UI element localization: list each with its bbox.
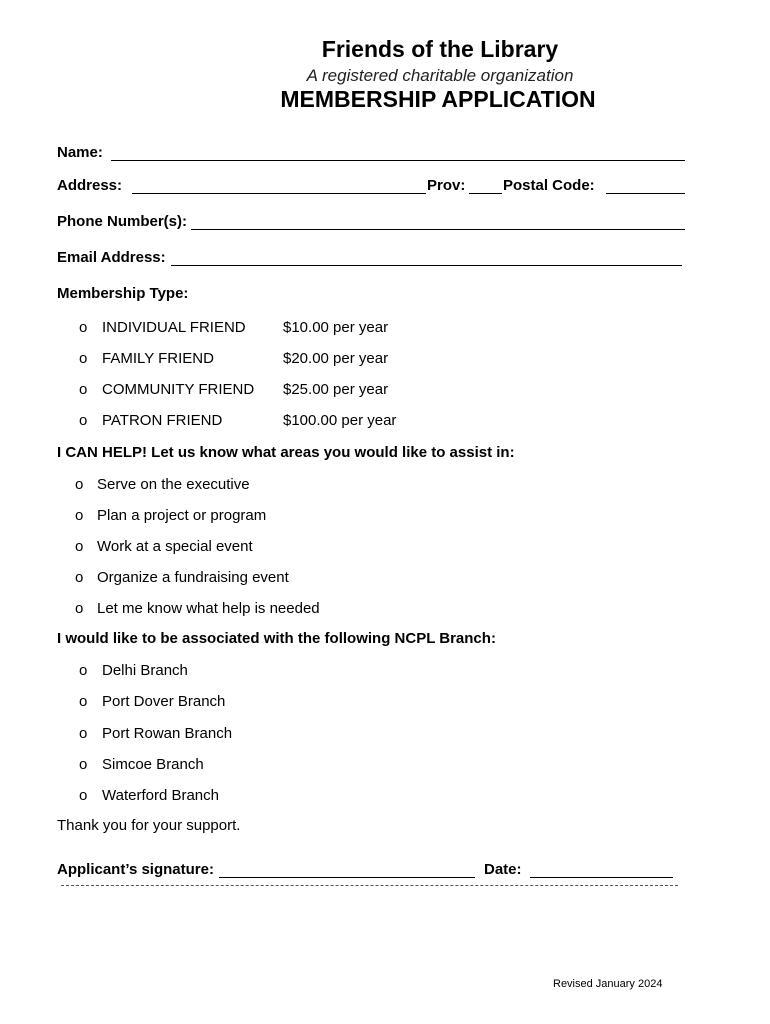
branch-option-label: Port Rowan Branch xyxy=(102,725,233,742)
org-title: Friends of the Library xyxy=(321,36,559,62)
branch-option-label: Port Dover Branch xyxy=(102,693,226,710)
phone-label: Phone Number(s): xyxy=(57,213,188,230)
checkbox-help-project[interactable]: o xyxy=(75,507,84,524)
prov-label: Prov: xyxy=(427,177,466,194)
signature-field[interactable] xyxy=(219,877,475,878)
signature-label: Applicant’s signature: xyxy=(57,861,214,878)
address-field[interactable] xyxy=(132,193,426,194)
membership-option-price: $10.00 per year xyxy=(283,319,389,336)
date-field[interactable] xyxy=(530,877,673,878)
name-label: Name: xyxy=(57,144,103,161)
help-option-label: Serve on the executive xyxy=(97,476,250,493)
org-subtitle: A registered charitable organization xyxy=(306,66,574,85)
postal-code-field[interactable] xyxy=(606,193,685,194)
checkbox-help-executive[interactable]: o xyxy=(75,476,84,493)
cut-line-divider xyxy=(61,885,678,886)
checkbox-help-special-event[interactable]: o xyxy=(75,538,84,555)
membership-type-label: Membership Type: xyxy=(57,285,189,302)
branch-option-label: Waterford Branch xyxy=(102,787,219,804)
membership-option-price: $25.00 per year xyxy=(283,381,389,398)
branch-section-label: I would like to be associated with the following NCPL Branch: xyxy=(57,630,496,647)
membership-option-name: FAMILY FRIEND xyxy=(102,350,214,367)
checkbox-community-friend[interactable]: o xyxy=(79,381,88,398)
name-field[interactable] xyxy=(111,160,685,161)
checkbox-patron-friend[interactable]: o xyxy=(79,412,88,429)
checkbox-help-fundraising[interactable]: o xyxy=(75,569,84,586)
form-heading: MEMBERSHIP APPLICATION xyxy=(280,86,596,112)
checkbox-help-other[interactable]: o xyxy=(75,600,84,617)
membership-option-name: INDIVIDUAL FRIEND xyxy=(102,319,246,336)
help-option-label: Plan a project or program xyxy=(97,507,267,524)
thank-you-note: Thank you for your support. xyxy=(57,817,241,834)
help-option-label: Work at a special event xyxy=(97,538,253,555)
email-label: Email Address: xyxy=(57,249,166,266)
help-option-label: Let me know what help is needed xyxy=(97,600,320,617)
checkbox-branch-delhi[interactable]: o xyxy=(79,662,88,679)
help-option-label: Organize a fundraising event xyxy=(97,569,289,586)
address-label: Address: xyxy=(57,177,123,194)
checkbox-family-friend[interactable]: o xyxy=(79,350,88,367)
checkbox-branch-port-dover[interactable]: o xyxy=(79,693,88,710)
prov-field[interactable] xyxy=(469,193,502,194)
checkbox-branch-port-rowan[interactable]: o xyxy=(79,725,88,742)
membership-option-price: $20.00 per year xyxy=(283,350,389,367)
branch-option-label: Delhi Branch xyxy=(102,662,188,679)
checkbox-branch-waterford[interactable]: o xyxy=(79,787,88,804)
date-label: Date: xyxy=(484,861,522,878)
email-field[interactable] xyxy=(171,265,682,266)
membership-option-name: COMMUNITY FRIEND xyxy=(102,381,255,398)
checkbox-individual-friend[interactable]: o xyxy=(79,319,88,336)
help-section-label: I CAN HELP! Let us know what areas you would like to assist in: xyxy=(57,444,515,461)
branch-option-label: Simcoe Branch xyxy=(102,756,204,773)
phone-field[interactable] xyxy=(191,229,685,230)
postal-code-label: Postal Code: xyxy=(503,177,595,194)
checkbox-branch-simcoe[interactable]: o xyxy=(79,756,88,773)
membership-option-price: $100.00 per year xyxy=(283,412,397,429)
revised-date: Revised January 2024 xyxy=(553,978,663,990)
membership-option-name: PATRON FRIEND xyxy=(102,412,223,429)
